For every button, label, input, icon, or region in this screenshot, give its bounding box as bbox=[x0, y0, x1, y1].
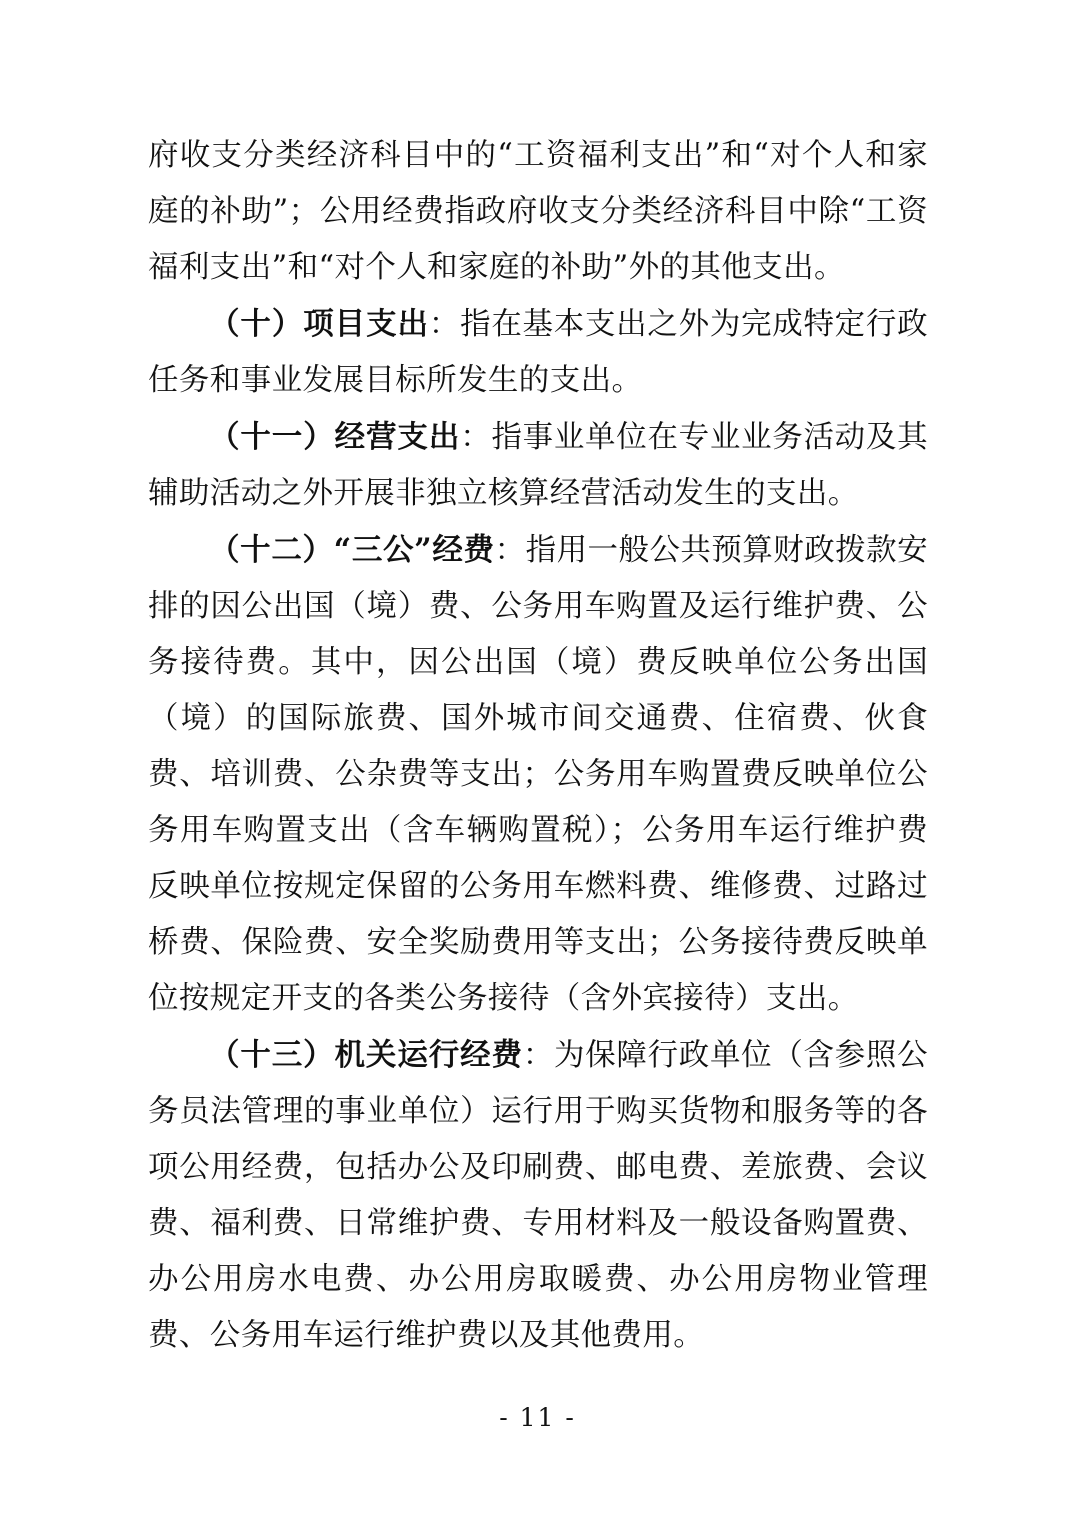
paragraph-text: 府收支分类经济科目中的“工资福利支出”和“对个人和家庭的补助”；公用经费指政府收支分类经济科目中除“工资福利支出”和“对个人和家庭的补助”外的其他支出。 bbox=[148, 138, 928, 285]
paragraph-text: ：指用一般公共预算财政拨款安排的因公出国（境）费、公务用车购置及运行维护费、公务接待费。其中，因公出国（境）费反映单位公务出国（境）的国际旅费、国外城市间交通费、住宿费、伙食费、培训费、公杂费等支出；公务用车购置费反映单位公务用车购置支出（含车辆购置税）；公务用车运行维护费反映单位按规定保留的公务用车燃料费、维修费、过路过桥费、保险费、安全奖励费用等支出；公务接待费反映单位按规定开支的各类公务接待（含外宾接待）支出。 bbox=[148, 533, 928, 1016]
paragraph-item-13 bbox=[148, 1027, 928, 1364]
term-label-item-10: （十）项目支出 bbox=[209, 306, 429, 342]
paragraph-continued bbox=[148, 128, 928, 296]
paragraph-item-12 bbox=[148, 522, 928, 1027]
term-label-item-13: （十三）机关运行经费 bbox=[209, 1037, 523, 1073]
term-label-item-11: （十一）经营支出 bbox=[209, 419, 461, 455]
paragraph-text: ：指事业单位在专业业务活动及其辅助活动之外开展非独立核算经营活动发生的支出。 bbox=[148, 420, 928, 511]
paragraph-item-11 bbox=[148, 409, 928, 522]
paragraph-text: ：指在基本支出之外为完成特定行政任务和事业发展目标所发生的支出。 bbox=[148, 307, 929, 398]
document-body bbox=[148, 128, 928, 1364]
paragraph-text: ：为保障行政单位（含参照公务员法管理的事业单位）运行用于购买货物和服务等的各项公用经费，包括办公及印刷费、邮电费、差旅费、会议费、福利费、日常维护费、专用材料及一般设备购置费、办公用房水电费、办公用房取暖费、办公用房物业管理费、公务用车运行维护费以及其他费用。 bbox=[148, 1038, 929, 1353]
page-number: - 11 - bbox=[499, 1403, 576, 1432]
term-label-item-12: （十二）“三公”经费 bbox=[209, 532, 495, 568]
paragraph-item-10 bbox=[148, 296, 928, 409]
